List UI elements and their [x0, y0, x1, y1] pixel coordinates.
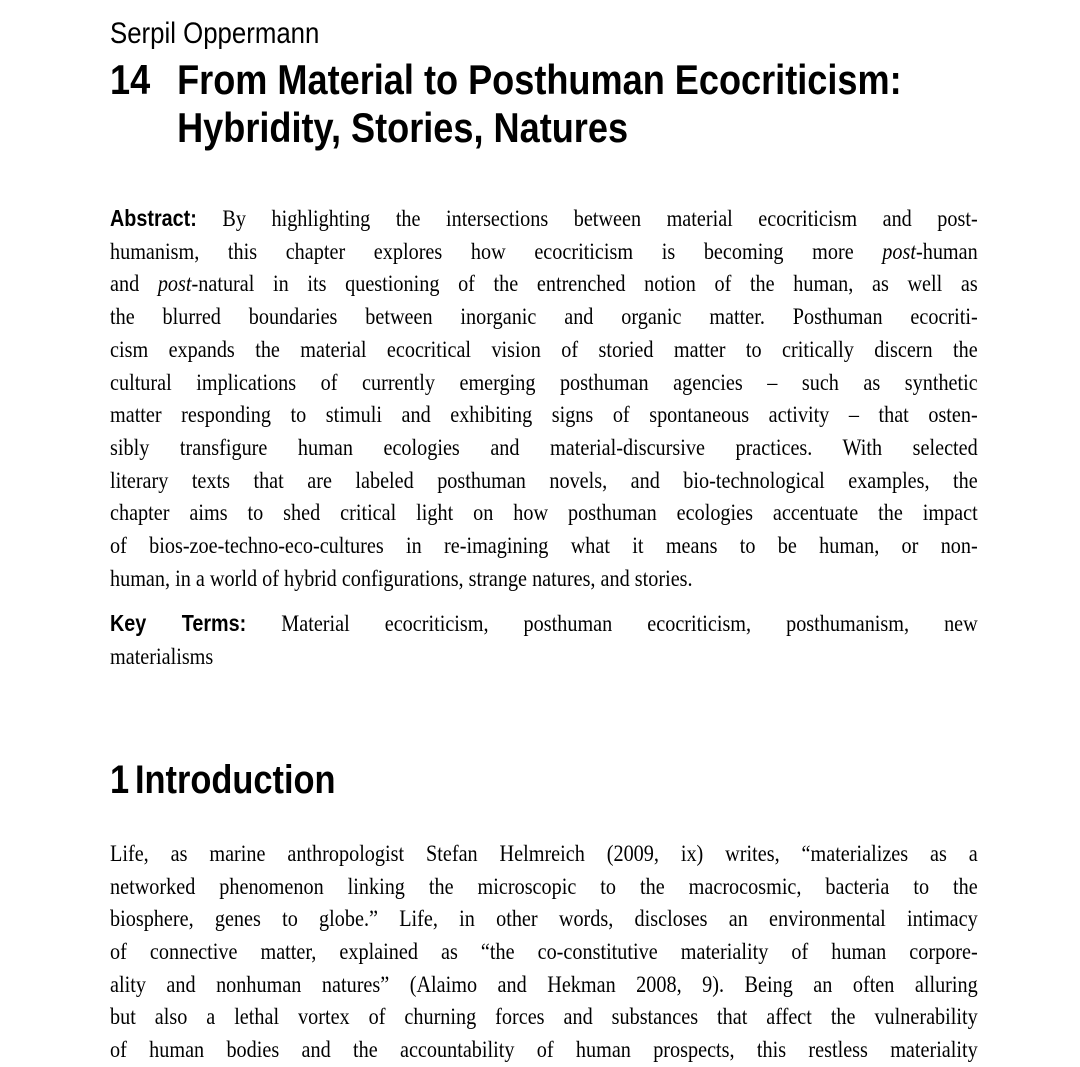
text-segment: biosphere, genes to globe.” Life, in other words, discloses an environmental intimacy — [110, 906, 978, 933]
text-segment: sibly transfigure human ecologies and material-discursive practices. With selected — [110, 434, 978, 461]
text-segment: -natural in its questioning of the entrenched notion of the human, as well as — [191, 271, 978, 298]
paragraph-label: Key Terms: — [110, 610, 247, 637]
text-line — [110, 969, 978, 1002]
text-segment: ality and nonhuman natures” (Alaimo and Hekman 2008, 9). Being an often alluring — [110, 971, 978, 998]
text-line — [110, 607, 978, 641]
text-segment: networked phenomenon linking the microscopic to the macrocosmic, bacteria to the — [110, 873, 978, 900]
chapter-number: 14 — [110, 56, 151, 103]
paragraph-label: Abstract: — [110, 205, 197, 231]
text-line — [110, 936, 978, 969]
key-terms-paragraph — [110, 607, 978, 673]
text-segment: but also a lethal vortex of churning forces and substances that affect the vulnerability — [110, 1004, 978, 1031]
text-segment: post — [882, 238, 916, 265]
text-line — [110, 334, 978, 367]
text-segment: matter responding to stimuli and exhibiting signs of spontaneous activity – that osten- — [110, 402, 978, 429]
chapter-title — [110, 56, 978, 152]
text-line — [110, 497, 978, 530]
text-line — [110, 530, 978, 563]
text-segment: materialisms — [110, 644, 214, 671]
text-line — [110, 641, 978, 674]
text-segment: humanism, this chapter explores how ecocriticism is becoming more — [110, 238, 883, 265]
text-line — [110, 236, 978, 269]
text-line — [110, 465, 978, 498]
chapter-title-text — [177, 56, 902, 152]
author-byline: Serpil Oppermann — [110, 17, 320, 50]
text-line — [110, 399, 978, 432]
text-segment: cism expands the material ecocritical vision of storied matter to critically discern the — [110, 336, 978, 363]
text-segment: of connective matter, explained as “the co-constitutive materiality of human corpore- — [110, 938, 978, 965]
text-line — [110, 301, 978, 334]
chapter-title-line-2: Hybridity, Stories, Natures — [177, 104, 629, 151]
text-line — [110, 432, 978, 465]
section-number: 1 — [110, 757, 130, 802]
intro-paragraph — [110, 838, 978, 1067]
text-line — [110, 871, 978, 904]
text-segment: By highlighting the intersections between material ecocriticism and post- — [196, 206, 978, 232]
text-segment: post — [157, 271, 192, 298]
abstract-paragraph — [110, 202, 978, 595]
text-line — [110, 838, 978, 871]
text-line — [110, 1034, 978, 1067]
text-segment: of human bodies and the accountability of human prospects, this restless materiality — [110, 1037, 978, 1064]
section-heading — [110, 758, 978, 802]
text-line — [110, 903, 978, 936]
text-segment: chapter aims to shed critical light on how posthuman ecologies accentuate the impact — [110, 500, 978, 527]
text-segment: Material ecocriticism, posthuman ecocriticism, posthumanism, new — [246, 611, 978, 638]
text-line — [110, 563, 978, 596]
text-segment: cultural implications of currently emerging posthuman agencies – such as synthetic — [110, 369, 978, 396]
text-segment: -human — [915, 238, 978, 265]
chapter-title-line-1: From Material to Posthuman Ecocriticism: — [177, 56, 902, 103]
text-segment: the blurred boundaries between inorganic and organic matter. Posthuman ecocriti- — [110, 304, 978, 331]
text-line — [110, 1001, 978, 1034]
text-segment: literary texts that are labeled posthuman novels, and bio-technological examples, the — [110, 467, 978, 494]
text-segment: and — [110, 271, 158, 298]
text-segment: of bios-zoe-techno-eco-cultures in re-imagining what it means to be human, or non- — [110, 533, 978, 560]
page-content — [110, 0, 1080, 1067]
text-segment: Life, as marine anthropologist Stefan Helmreich (2009, ix) writes, “materializes as a — [110, 840, 978, 867]
section-heading-text: Introduction — [134, 757, 336, 802]
text-line — [110, 202, 978, 236]
text-segment: human, in a world of hybrid configurations, strange natures, and stories. — [110, 565, 693, 592]
text-line — [110, 367, 978, 400]
text-line — [110, 268, 978, 301]
